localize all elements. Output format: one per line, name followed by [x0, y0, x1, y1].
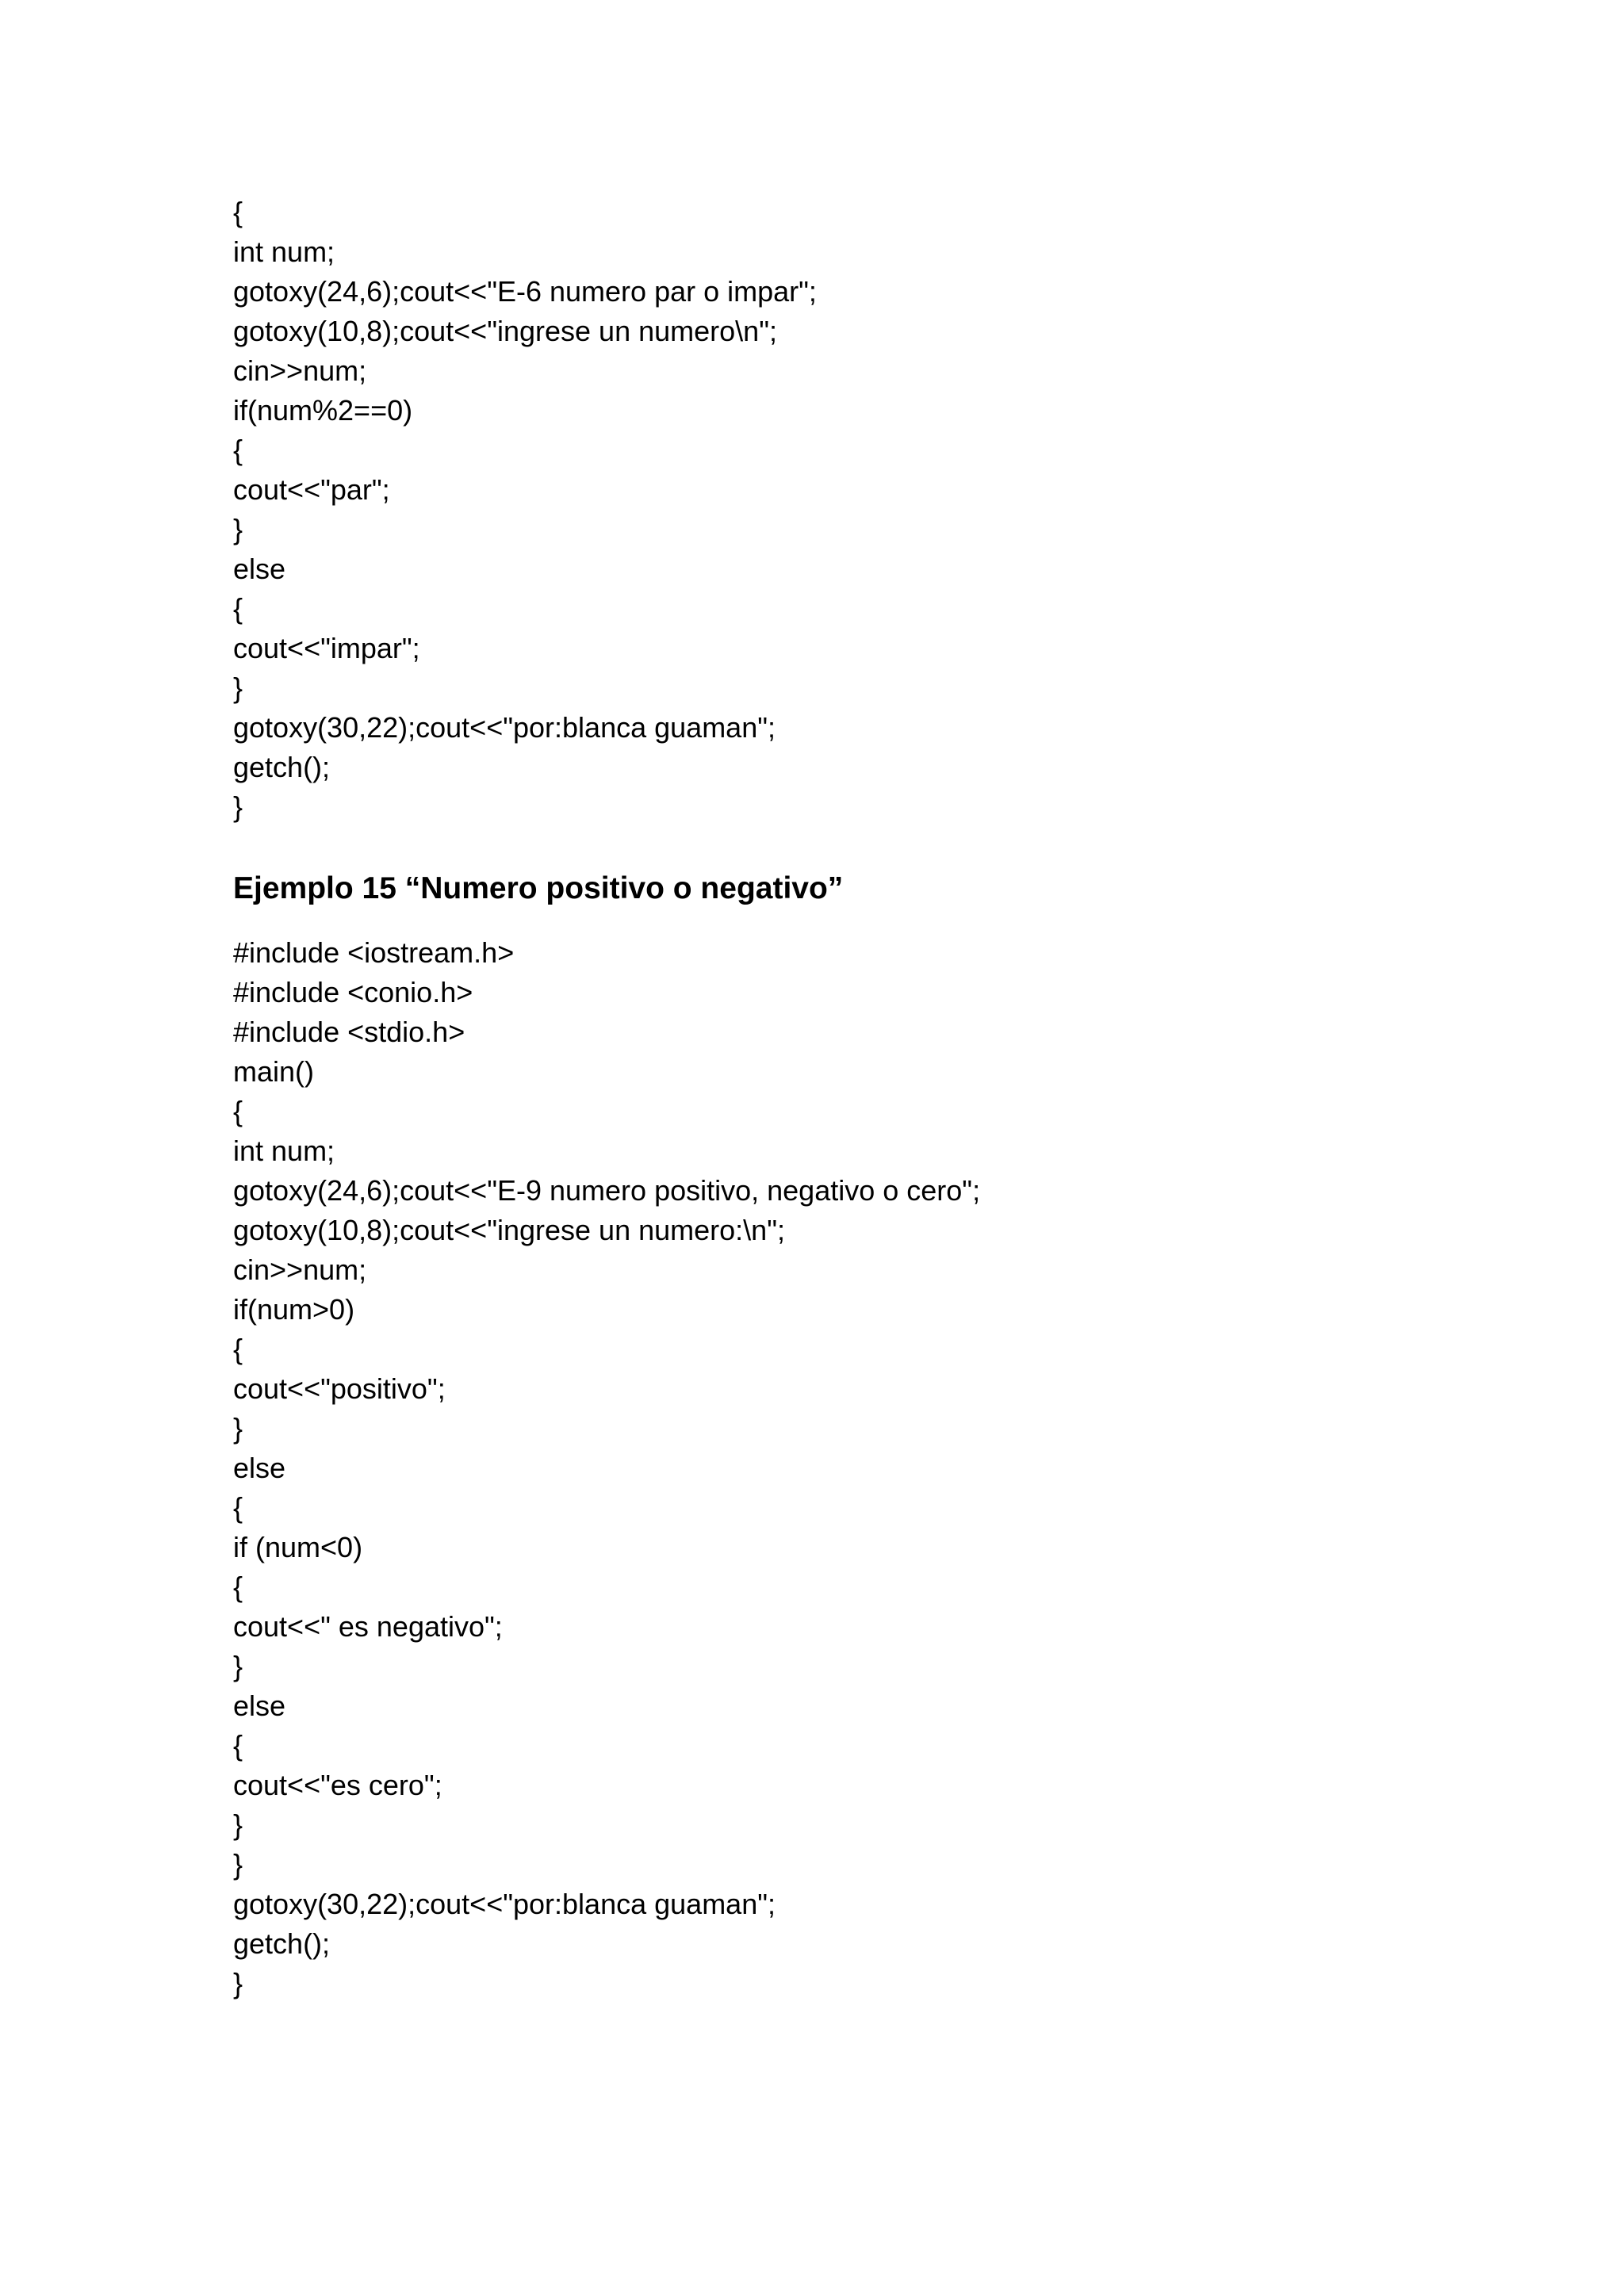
code-line: }	[233, 513, 243, 545]
code-line: if(num%2==0)	[233, 394, 413, 427]
code-line: cin>>num;	[233, 1253, 367, 1286]
code-line: cout<<"par";	[233, 473, 390, 506]
code-line: getch();	[233, 1927, 331, 1960]
code-line: main()	[233, 1055, 315, 1088]
code-line: {	[233, 1571, 243, 1603]
code-line: int num;	[233, 1135, 335, 1167]
code-line: }	[233, 1808, 243, 1841]
code-line: gotoxy(24,6);cout<<"E-9 numero positivo, negativo o cero";	[233, 1174, 981, 1207]
code-line: #include <conio.h>	[233, 976, 473, 1008]
code-line: else	[233, 553, 286, 585]
code-line: }	[233, 1650, 243, 1682]
code-line: gotoxy(10,8);cout<<"ingrese un numero:\n";	[233, 1214, 785, 1246]
code-line: getch();	[233, 751, 331, 783]
code-line: {	[233, 592, 243, 625]
code-line: gotoxy(30,22);cout<<"por:blanca guaman";	[233, 1888, 776, 1920]
code-line: }	[233, 790, 243, 823]
code-line: }	[233, 1848, 243, 1881]
code-line: #include <stdio.h>	[233, 1016, 465, 1048]
code-line: else	[233, 1689, 286, 1722]
code-line: int num;	[233, 235, 335, 268]
code-line: gotoxy(24,6);cout<<"E-6 numero par o impar";	[233, 275, 817, 308]
code-line: }	[233, 672, 243, 704]
code-line: gotoxy(10,8);cout<<"ingrese un numero\n";	[233, 315, 777, 347]
code-line: cin>>num;	[233, 354, 367, 387]
section-heading: Ejemplo 15 “Numero positivo o negativo”	[233, 871, 844, 905]
code-line: cout<<"es cero";	[233, 1769, 442, 1801]
code-line: }	[233, 1967, 243, 1999]
code-line: #include <iostream.h>	[233, 936, 515, 969]
code-line: {	[233, 434, 243, 466]
code-line: if (num<0)	[233, 1531, 363, 1563]
code-line: {	[233, 1333, 243, 1365]
code-line: {	[233, 1095, 243, 1127]
code-line: cout<<" es negativo";	[233, 1610, 503, 1643]
code-line: else	[233, 1452, 286, 1484]
code-line: gotoxy(30,22);cout<<"por:blanca guaman";	[233, 711, 776, 744]
code-line: cout<<"impar";	[233, 632, 420, 664]
code-line: }	[233, 1412, 243, 1445]
code-line: {	[233, 1729, 243, 1762]
code-line: {	[233, 1491, 243, 1524]
code-block-top	[233, 193, 1423, 827]
code-block-bottom	[233, 933, 1423, 2003]
code-line: {	[233, 196, 243, 228]
code-line: cout<<"positivo";	[233, 1372, 446, 1405]
code-line: if(num>0)	[233, 1293, 355, 1326]
